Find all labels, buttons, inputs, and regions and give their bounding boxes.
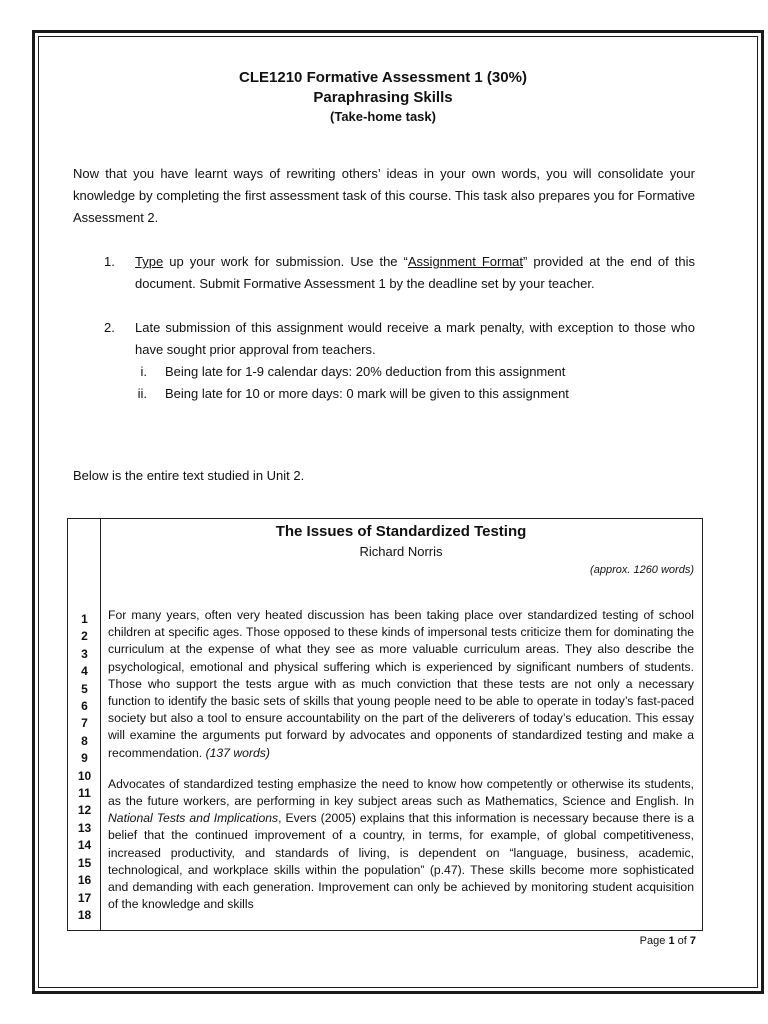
line-number: 2 <box>81 629 88 644</box>
line-number: 13 <box>77 820 92 835</box>
item-text: Late submission of this assignment would receive a mark penalty, with exception to those who have sought prior approval from teachers. <box>135 320 695 357</box>
document-subtitle: Paraphrasing Skills <box>313 89 453 106</box>
line-number: 6 <box>81 699 88 714</box>
sub-item-i <box>73 361 695 383</box>
article-author: Richard Norris <box>359 544 443 559</box>
sub-item-text: Being late for 1-9 calendar days: 20% deduction from this assignment <box>165 364 566 379</box>
page-total: 7 <box>689 935 696 947</box>
item-text: up your work for submission. Use the “ <box>163 254 408 269</box>
line-number: 11 <box>78 786 91 801</box>
line-number: 5 <box>81 681 88 696</box>
task-type: (Take-home task) <box>330 109 436 124</box>
instruction-item-2 <box>73 317 695 361</box>
item-number: 2. <box>104 320 115 335</box>
line-number-column <box>68 519 101 930</box>
paragraph-text: Advocates of standardized testing emphasize the need to know how competently or otherwise its students, as the future workers, are performing in key subject areas such as Mathematics, Science and English. In <box>108 776 694 809</box>
article-paragraph-1 <box>108 607 694 762</box>
article-content <box>108 519 694 913</box>
article-word-count: (approx. 1260 words) <box>590 564 694 576</box>
line-number: 8 <box>81 733 88 748</box>
line-number: 10 <box>77 768 92 783</box>
book-title: National Tests and Implications <box>108 811 279 826</box>
sub-item-number: ii. <box>137 386 147 401</box>
item-number: 1. <box>104 254 115 269</box>
document-header <box>38 68 728 126</box>
line-number: 1 <box>81 612 88 626</box>
sub-item-ii <box>73 383 695 405</box>
page-footer <box>640 933 696 949</box>
of-label: of <box>677 935 687 947</box>
line-number: 16 <box>77 873 92 888</box>
instruction-item-1 <box>73 251 695 295</box>
line-number: 17 <box>77 890 92 905</box>
article-table <box>67 518 703 931</box>
sub-item-text: Being late for 10 or more days: 0 mark will be given to this assignment <box>165 386 569 401</box>
assignment-format-reference: Assignment Format <box>407 254 524 269</box>
article-title: The Issues of Standardized Testing <box>275 523 527 540</box>
type-emphasis: Type <box>135 254 164 269</box>
line-number: 14 <box>77 838 92 853</box>
paragraph-text: For many years, often very heated discussion has been taking place over standardized testing of school children at specific ages. Those opposed to these kinds of impersonal tests criticize them for dominating the curriculum at the expense of what they see as more valuable curriculum areas. They also describe the psychological, emotional and physical suffering which is experienced by significant numbers of students. Those who support the tests argue with as much conviction that these tests are not only a necessary function to identify the basic sets of skills that young people need to be able to operate in today’s fast-paced society but also a tool to ensure accountability on the part of the deliverers of today’s education. This essay will examine the arguments put forward by advocates and opponents of standardized testing and make a recommendation. <box>108 608 694 760</box>
line-number: 7 <box>81 716 88 731</box>
line-number: 18 <box>77 907 92 922</box>
article-paragraph-2 <box>108 776 694 914</box>
paragraph-text: , Evers (2005) explains that this information is necessary because there is a belief that the continued improvement of a country, in terms, for example, of global competitiveness, increased productivity, and standards of living, is dependent on “language, business, academic, technological, and workplace skills within the population” (p.47). These skills become more sophisticated and demanding with each generation. Improvement can only be achieved by monitoring student acquisition of the knowledge and skills <box>108 811 695 912</box>
page-number: 1 <box>668 935 675 947</box>
page-label: Page <box>639 935 666 947</box>
document-title: CLE1210 Formative Assessment 1 (30%) <box>239 69 527 86</box>
line-numbers <box>68 611 101 924</box>
line-number: 3 <box>81 646 88 661</box>
line-number: 9 <box>81 751 88 766</box>
line-number: 12 <box>77 803 92 818</box>
paragraph-word-count: (137 words) <box>205 745 270 760</box>
instruction-list <box>73 251 695 405</box>
sub-item-number: i. <box>140 364 147 379</box>
intro-paragraph: Now that you have learnt ways of rewriting others’ ideas in your own words, you will consolidate your knowledge by completing the first assessment task of this course. This task also prepares you for Formative Assessment 2. <box>73 166 695 225</box>
below-text-note: Below is the entire text studied in Unit 2. <box>73 468 305 483</box>
line-number: 15 <box>77 855 92 870</box>
line-number: 4 <box>81 664 88 679</box>
item-text: ” provided at the end of this document. Submit Formative Assessment 1 by the deadline set by your teacher. <box>135 254 696 291</box>
